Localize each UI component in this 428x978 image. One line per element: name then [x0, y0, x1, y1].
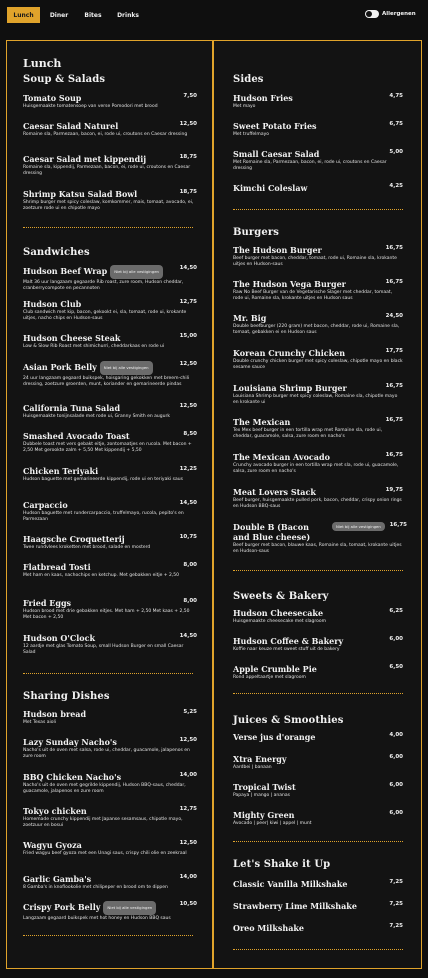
item-name: Caesar Salad Naturel	[23, 121, 119, 131]
item-name: Louisiana Shrimp Burger	[233, 383, 347, 393]
item-name: Hudson Coffee & Bakery	[233, 636, 344, 646]
menu-item[interactable]	[233, 901, 403, 911]
item-name: The Mexican	[233, 417, 291, 427]
item-name: Carpaccio	[23, 500, 68, 510]
item-name: Hudson Club	[23, 299, 82, 309]
item-name: Meat Lovers Stack	[233, 487, 316, 497]
item-name: Hudson Fries	[233, 93, 293, 103]
item-price: 8,50	[183, 431, 197, 437]
menu-item[interactable]	[233, 487, 403, 511]
item-description: Met mayo	[233, 104, 256, 109]
item-description: Romaine sla, Parmezaan, bacon, ei, rode ui, croutons en Caesar dressing	[23, 132, 188, 137]
item-description: Malt 36 uur langzaam gegaarde Rib roast, zure room, Hudson cheddar, cranberrycompote en pecannoten	[23, 280, 184, 292]
allergen-toggle-label: Allergenen	[382, 11, 416, 17]
item-price: 12,50	[179, 737, 197, 743]
item-price: 7,50	[183, 93, 197, 99]
availability-badge: Niet bij alle vestigingen	[100, 361, 153, 375]
item-description: Romaine sla, kippendij, Parmezaan, bacon, ei, rode ui, croutons en Caesar dressing	[23, 165, 191, 177]
menu-item[interactable]	[23, 265, 197, 293]
item-name: Korean Crunchy Chicken	[233, 348, 346, 358]
item-price: 16,75	[385, 452, 403, 458]
item-price: 16,75	[385, 383, 403, 389]
item-description: Club sandwich met kip, bacon, gekookt ei, sla, tomaat, rode ui, krokante uitjes, nacho chips en Hudson-saus	[23, 310, 187, 322]
menu-item[interactable]	[233, 608, 403, 625]
section-divider	[23, 673, 193, 674]
menu-item[interactable]	[23, 154, 197, 178]
item-name: Tokyo chicken	[23, 806, 87, 816]
item-name: California Tuna Salad	[23, 403, 121, 413]
menu-item[interactable]	[233, 732, 403, 742]
item-name: Garlic Gamba's	[23, 874, 92, 884]
item-price: 14,00	[179, 874, 197, 880]
item-price: 14,50	[179, 500, 197, 506]
item-price: 18,75	[179, 154, 197, 160]
tab-bites[interactable]: Bites	[84, 11, 102, 19]
item-name: Crispy Pork Belly Niet bij alle vestigingen	[23, 901, 197, 915]
item-price: 6,00	[389, 810, 403, 816]
item-name: The Mexican Avocado	[233, 452, 330, 462]
menu-item[interactable]	[23, 709, 197, 726]
section-divider	[23, 935, 193, 936]
menu-item[interactable]	[233, 383, 403, 407]
item-name: Kimchi Coleslaw	[233, 183, 308, 193]
menu-item[interactable]	[23, 806, 197, 830]
menu-item[interactable]	[233, 93, 403, 110]
item-price: 6,75	[389, 121, 403, 127]
item-name: Verse jus d'orange	[233, 732, 316, 742]
tab-lunch[interactable]: Lunch	[7, 7, 40, 23]
menu-item[interactable]	[23, 403, 197, 420]
section-title-shakes: Let's Shake it Up	[233, 859, 331, 870]
menu-item[interactable]	[233, 452, 403, 476]
item-name: Hudson bread	[23, 709, 87, 719]
item-description: 8 Gamba's in knoflookolie met chilipeper en brood om te dippen	[23, 885, 168, 890]
item-price: 14,00	[179, 772, 197, 778]
menu-item[interactable]	[233, 183, 403, 193]
item-price: 12,50	[179, 840, 197, 846]
item-name: Tropical Twist	[233, 782, 296, 792]
top-nav-bar	[0, 0, 428, 30]
section-divider	[23, 227, 193, 228]
item-price: 5,00	[389, 149, 403, 155]
menu-item[interactable]	[233, 245, 403, 269]
menu-item[interactable]	[233, 348, 403, 372]
section-title-sandwiches: Sandwiches	[23, 247, 90, 258]
menu-item[interactable]	[23, 333, 197, 350]
item-name: Fried Eggs	[23, 598, 72, 608]
section-divider	[233, 949, 403, 950]
menu-item[interactable]	[23, 93, 197, 110]
item-name: Chicken Teriyaki	[23, 466, 99, 476]
item-name: Mighty Green	[233, 810, 295, 820]
toggle-switch-icon[interactable]	[365, 10, 379, 18]
item-description: Low & Slow Rib Roast met shimichurri, cheddarkaas en rode ui	[23, 344, 165, 349]
allergen-toggle[interactable]	[365, 10, 416, 18]
item-description: Raw No Beef Burger van de Vegetarische Slager met cheddar, tomaat, rode ui, Romaine sla, krokante uitjes en Hudson saus	[233, 290, 393, 302]
item-price: 4,25	[389, 183, 403, 189]
item-price: 16,75	[389, 522, 407, 528]
item-description: Met ham en kaas, nachochips en ketchup. Met gebakken eitje + 2,50	[23, 573, 180, 578]
menu-item[interactable]	[23, 361, 197, 389]
section-divider	[233, 693, 403, 694]
item-description: Double crunchy chicken burger met spicy coleslaw, chipotle mayo en black sesame sauce	[233, 359, 403, 371]
item-name: Hudson Cheesecake	[233, 608, 324, 618]
item-description: Huisgemaakte tonijnsalade met rode ui, Granny Smith en augurk	[23, 414, 170, 419]
section-title-sweets: Sweets & Bakery	[233, 591, 329, 602]
section-title-sides: Sides	[233, 74, 264, 85]
item-name: Sweet Potato Fries	[233, 121, 317, 131]
item-price: 7,25	[389, 901, 403, 907]
item-description: Huisgemaakte tomatensoep van verse Pomodori met brood	[23, 104, 158, 109]
item-price: 8,00	[183, 562, 197, 568]
item-description: Double beefburger (220 gram) met bacon, cheddar, rode ui, Romaine sla, tomaat, gebakken ei en Hudson saus	[233, 324, 400, 336]
item-price: 16,75	[385, 245, 403, 251]
item-description: Papaya | mango | ananas	[233, 793, 290, 798]
item-name: Xtra Energy	[233, 754, 287, 764]
item-description: Beef burger met bacon, blauwe kaas, Romaine sla, tomaat, krokante uitjes en Hudson-saus	[233, 543, 402, 555]
item-description: Shrimp burger met spicy coleslaw, komkommer, mais, tomaat, avocado, ei, zoetzure rode ui en chipotle mayo	[23, 200, 194, 212]
item-description: Langzaam gegaard buikspek met hot honey en Hudson BBQ saus	[23, 916, 171, 921]
menu-item[interactable]	[233, 782, 403, 799]
item-price: 12,25	[179, 466, 197, 472]
item-price: 7,25	[389, 923, 403, 929]
item-name: Small Caesar Salad	[233, 149, 320, 159]
item-price: 17,75	[385, 348, 403, 354]
item-description: Hudson baguette met rundercarpaccio, truffelmayo, rucola, pepito's en Parmezaan	[23, 511, 184, 523]
item-price: 12,75	[179, 299, 197, 305]
menu-item[interactable]	[233, 522, 407, 556]
item-price: 6,50	[389, 664, 403, 670]
item-price: 12,75	[179, 806, 197, 812]
item-description: Homemade crunchy kippendij met Japanse sesamsaus, chipotle mayo, zoetzuur en bosui	[23, 817, 183, 829]
item-description: Avocado | peer| kiwi | appel | munt	[233, 821, 312, 826]
item-name: Haagsche Croquetterij	[23, 534, 125, 544]
item-description: Twee rundvlees kroketten met brood, salade en mosterd	[23, 545, 151, 550]
menu-item[interactable]	[23, 431, 197, 455]
item-price: 4,00	[389, 732, 403, 738]
menu-item[interactable]	[23, 466, 197, 483]
item-price: 19,75	[385, 487, 403, 493]
item-name: Hudson O'Clock	[23, 633, 95, 643]
menu-item[interactable]	[23, 500, 197, 524]
item-name: Caesar Salad met kippendij	[23, 154, 147, 164]
item-price: 12,50	[179, 403, 197, 409]
item-price: 6,25	[389, 608, 403, 614]
menu-item[interactable]	[23, 598, 197, 622]
item-price: 10,50	[179, 901, 197, 907]
menu-right-column	[213, 40, 422, 969]
item-price: 5,25	[183, 709, 197, 715]
menu-item[interactable]	[23, 562, 197, 579]
item-price: 18,75	[179, 189, 197, 195]
menu-item[interactable]	[23, 189, 197, 213]
item-description: Dubbele toast met vers gebakt eitje, zontomaatjes en rucola. Met bacon + 2,50 Met gerookte zalm + 5,50 Met kippendij + 5,50	[23, 442, 192, 454]
item-description: Met Romaine sla, Parmezaan, bacon, ei, rode ui, croutons en Caesar dressing	[233, 160, 387, 172]
item-price: 10,75	[179, 534, 197, 540]
menu-item[interactable]	[23, 840, 197, 857]
item-description: 24 uur langzaam gegaard buikspek, hoisgaring gekokken met breem-chili dressing, zoetzure groenten, munt, koriander en gemarineerde pindas	[23, 376, 190, 388]
item-name: Apple Crumble Pie	[233, 664, 317, 674]
menu-item[interactable]	[233, 879, 403, 889]
item-description: Nacho's uit de oven met gegrilde kippendij, Hudson BBQ-saus, cheddar, guacamole, jalapenos en zure room	[23, 783, 186, 795]
item-price: 8,00	[183, 598, 197, 604]
menu-item[interactable]	[23, 901, 197, 922]
item-price: 14,50	[179, 265, 197, 271]
item-description: Aardbei | banaan	[233, 765, 272, 770]
item-name: BBQ Chicken Nacho's	[23, 772, 122, 782]
section-divider	[233, 570, 403, 571]
item-description: Fried wagyu beef gyoza met een Unagi saus, crispy chili olie en zeekraal	[23, 851, 187, 856]
menu-item[interactable]	[233, 279, 403, 303]
item-price: 7,25	[389, 879, 403, 885]
menu-item[interactable]	[233, 121, 403, 138]
item-description: Huisgemaakte cheesecake met slagroom	[233, 619, 326, 624]
item-name: Shrimp Katsu Salad Bowl	[23, 189, 138, 199]
menu-item[interactable]	[23, 633, 197, 657]
section-title-sharing-dishes: Sharing Dishes	[23, 691, 110, 702]
section-divider	[233, 209, 403, 210]
item-description: Koffie naar keuze met sweet stuff uit de bakery	[233, 647, 340, 652]
menu-item[interactable]	[233, 810, 403, 827]
availability-badge: Niet bij alle vestigingen	[103, 901, 156, 915]
item-name: Mr. Big	[233, 313, 267, 323]
item-name: The Hudson Burger	[233, 245, 322, 255]
item-price: 15,00	[179, 333, 197, 339]
item-price: 12,50	[179, 361, 197, 367]
item-description: Hudson brood met drie gebakken eitjes. Met ham + 2,50 Met kaas + 2,50 Met bacon + 2,50	[23, 609, 190, 621]
item-price: 6,00	[389, 636, 403, 642]
section-title-juices: Juices & Smoothies	[233, 715, 344, 726]
menu-item[interactable]	[233, 664, 403, 681]
page-title: Lunch	[23, 57, 62, 70]
menu-item[interactable]	[23, 772, 197, 796]
item-name: Strawberry Lime Milkshake	[233, 901, 357, 911]
item-description: Met Texas aioli	[23, 720, 56, 725]
item-price: 14,50	[179, 633, 197, 639]
item-price: 12,50	[179, 121, 197, 127]
item-description: Beef burger, huisgemaakte pulled pork, bacon, cheddar, crispy onion rings en Hudson BBQ-saus	[233, 498, 402, 510]
item-name: Smashed Avocado Toast	[23, 431, 130, 441]
item-price: 16,75	[385, 417, 403, 423]
menu-item[interactable]	[233, 636, 403, 653]
menu-item[interactable]	[23, 299, 197, 323]
tab-drinks[interactable]: Drinks	[117, 11, 139, 19]
menu-item[interactable]	[23, 874, 197, 891]
item-description: Crunchy avocado burger in een tortilla wrap met sla, rode ui, guacamole, salsa, zure room en nacho's	[233, 463, 399, 475]
item-name: Hudson Cheese Steak	[23, 333, 121, 343]
menu-item[interactable]	[23, 121, 197, 138]
menu-item[interactable]	[233, 313, 403, 337]
item-description: Hudson baguette met gemarineerde kippendij, rode ui en teriyaki saus	[23, 477, 183, 482]
section-divider	[233, 841, 403, 842]
item-name: Tomato Soup	[23, 93, 82, 103]
menu-item[interactable]	[23, 737, 197, 761]
item-price: 16,75	[385, 279, 403, 285]
item-name: Wagyu Gyoza	[23, 840, 82, 850]
item-name: Flatbread Tosti	[23, 562, 91, 572]
item-price: 4,75	[389, 93, 403, 99]
tab-diner[interactable]: Diner	[49, 11, 69, 19]
item-name: The Hudson Vega Burger	[233, 279, 346, 289]
item-price: 6,00	[389, 754, 403, 760]
item-price: 24,50	[385, 313, 403, 319]
item-description: Met truffelmayo	[233, 132, 269, 137]
section-title-burgers: Burgers	[233, 227, 279, 238]
section-title-soup-salads: Soup & Salads	[23, 74, 106, 85]
item-name: Hudson Beef Wrap Niet bij alle vestigingen	[23, 265, 197, 279]
item-description: Beef burger met bacon, cheddar, tomaat, rode ui, Romaine sla, krokante uitjes en Hudson-saus	[233, 256, 397, 268]
availability-badge: Niet bij alle vestigingen	[110, 265, 163, 279]
menu-item[interactable]	[23, 534, 197, 551]
menu-item[interactable]	[233, 754, 403, 771]
item-price: 6,00	[389, 782, 403, 788]
item-name: Double B (Bacon and Blue cheese)	[233, 522, 311, 542]
menu-left-column	[6, 40, 213, 969]
item-description: 12 aardje met glas Tomato Soup, small Hudson Burger en small Caesar Salad	[23, 644, 184, 656]
item-name: Classic Vanilla Milkshake	[233, 879, 348, 889]
item-description: Nacho's uit de oven met salsa, rode ui, cheddar, guacamole, jalapenos en zure room	[23, 748, 190, 760]
menu-item[interactable]	[233, 149, 403, 173]
availability-badge: Niet bij alle vestigingen	[332, 522, 385, 531]
menu-item[interactable]	[233, 923, 403, 933]
item-name: Asian Pork Belly Niet bij alle vestigingen	[23, 361, 197, 375]
menu-item[interactable]	[233, 417, 403, 441]
item-name: Oreo Milkshake	[233, 923, 305, 933]
item-description: Rond appeltaartje met slagroom	[233, 675, 306, 680]
item-name: Lazy Sunday Nacho's	[23, 737, 117, 747]
item-description: Louisiana Shrimp burger met spicy coleslaw, Romaine sla, chipotle mayo en krokante ui	[233, 394, 398, 406]
item-description: Tex Mex beef burger in een tortilla wrap met Romaine sla, rode ui, cheddar, guacamole, salsa, zure room en nacho's	[233, 428, 382, 440]
